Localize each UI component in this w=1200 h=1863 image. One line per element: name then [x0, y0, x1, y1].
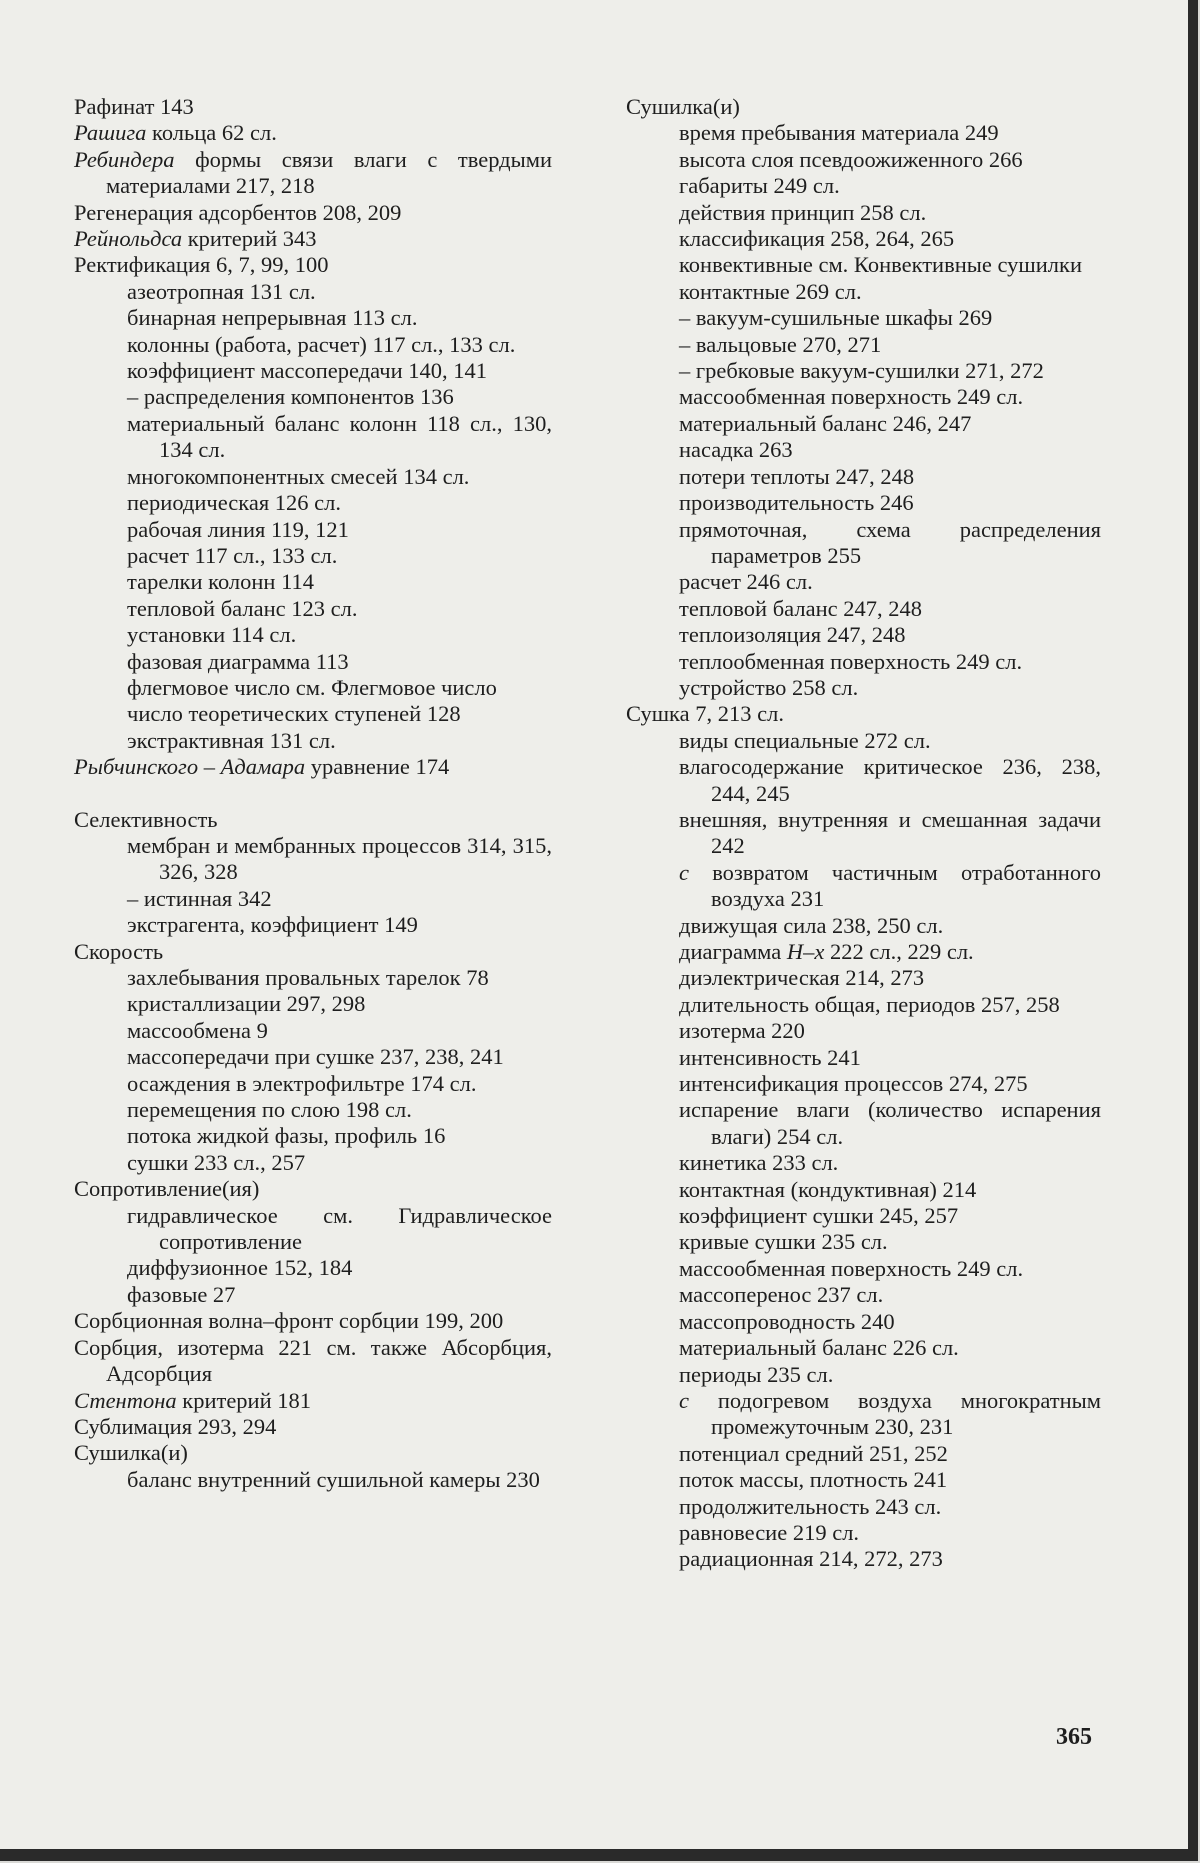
index-entry [74, 147, 552, 200]
entry-text: – истинная 342 [127, 885, 272, 911]
index-entry [74, 252, 552, 278]
index-subentry [74, 596, 552, 622]
entry-text: теплоизоляция 247, 248 [679, 622, 906, 648]
entry-text: тарелки колонн 114 [127, 569, 314, 595]
index-entry [74, 754, 552, 780]
entry-text: осаждения в электрофильтре 174 сл. [127, 1070, 477, 1096]
entry-text: Сорбционная волна–фронт сорбции 199, 200 [74, 1308, 504, 1334]
entry-text: материальный баланс 246, 247 [679, 410, 972, 436]
index-subentry [74, 1203, 552, 1256]
entry-text: влагосодержание критическое 236, 238, 244, 245 [679, 754, 1101, 806]
entry-text: производительность 246 [679, 490, 914, 516]
index-subentry [626, 1520, 1101, 1546]
entry-text: многокомпонентных смесей 134 сл. [127, 463, 470, 489]
entry-text: интенсификация процессов 274, 275 [679, 1071, 1028, 1097]
index-subentry [74, 622, 552, 648]
index-subentry [74, 332, 552, 358]
index-subentry [626, 1467, 1101, 1493]
index-entry [74, 807, 552, 833]
entry-text: кристаллизации 297, 298 [127, 991, 366, 1017]
entry-text: теплообменная поверхность 249 сл. [679, 648, 1023, 674]
index-subentry [626, 596, 1101, 622]
entry-italic-term: H–x [786, 939, 825, 964]
entry-text: высота слоя псевдоожиженного 266 [679, 146, 1023, 172]
index-subentry [626, 411, 1101, 437]
index-subentry [626, 569, 1101, 595]
index-subentry [74, 1467, 552, 1493]
index-subentry [626, 1335, 1101, 1361]
entry-text: – гребковые вакуум-сушилки 271, 272 [679, 358, 1044, 384]
index-subentry [626, 913, 1101, 939]
index-subentry [626, 1441, 1101, 1467]
index-subentry [74, 991, 552, 1017]
entry-text: диэлектрическая 214, 273 [679, 965, 925, 991]
index-subentry [74, 411, 552, 464]
entry-text: габариты 249 сл. [679, 173, 840, 199]
index-subentry [626, 358, 1101, 384]
index-subentry [626, 173, 1101, 199]
entry-text: массообмена 9 [127, 1017, 268, 1043]
index-subentry [626, 1362, 1101, 1388]
index-subentry [626, 1071, 1101, 1097]
index-subentry [626, 728, 1101, 754]
index-subentry [74, 1282, 552, 1308]
index-subentry [626, 649, 1101, 675]
entry-text: гидравлическое см. Гидравлическое сопротивление [127, 1202, 552, 1255]
index-subentry [626, 675, 1101, 701]
index-subentry [74, 912, 552, 938]
index-entry [74, 226, 552, 252]
entry-text: тепловой баланс 123 сл. [127, 595, 358, 621]
index-entry [74, 120, 552, 146]
entry-text: – вальцовые 270, 271 [679, 331, 882, 357]
index-entry [74, 939, 552, 965]
index-subentry [626, 490, 1101, 516]
entry-text: азеотропная 131 сл. [127, 278, 316, 304]
entry-text: коэффициент массопередачи 140, 141 [127, 358, 487, 384]
index-subentry [74, 886, 552, 912]
index-subentry [626, 807, 1101, 860]
index-subentry [626, 992, 1101, 1018]
index-subentry [626, 860, 1101, 913]
entry-text: насадка 263 [679, 437, 793, 463]
index-subentry [626, 1150, 1101, 1176]
index-subentry [626, 305, 1101, 331]
entry-italic-term: Ребиндера [74, 146, 175, 172]
index-subentry [626, 120, 1101, 146]
index-subentry [626, 939, 1101, 965]
entry-text: Сублимация 293, 294 [74, 1413, 277, 1439]
entry-text: 222 сл., 229 сл. [824, 939, 974, 964]
index-subentry [74, 1150, 552, 1176]
entry-text: внешняя, внутренняя и смешанная задачи 242 [679, 806, 1101, 859]
index-subentry [626, 622, 1101, 648]
entry-text: равновесие 219 сл. [679, 1519, 860, 1545]
entry-text: материальный баланс 226 сл. [679, 1335, 959, 1361]
entry-text: движущая сила 238, 250 сл. [679, 912, 944, 938]
entry-text: длительность общая, периодов 257, 258 [679, 991, 1060, 1017]
index-entry [74, 1308, 552, 1334]
entry-text: время пребывания материала 249 [679, 120, 999, 146]
index-subentry [626, 754, 1101, 807]
entry-text: захлебывания провальных тарелок 78 [127, 965, 489, 990]
index-subentry [74, 1018, 552, 1044]
entry-text: возвратом частичным отработанного воздуха 231 [689, 859, 1101, 912]
index-subentry [74, 1255, 552, 1281]
entry-text: Сушилка(и) [626, 94, 740, 119]
entry-text: изотерма 220 [679, 1018, 805, 1044]
entry-text: Сушка 7, 213 сл. [626, 701, 784, 727]
entry-italic-term: Рыбчинского – Адамара [74, 754, 306, 780]
entry-text: Скорость [74, 938, 164, 964]
entry-text: материальный баланс колонн 118 сл., 130, 134 сл. [127, 410, 552, 463]
index-subentry [626, 437, 1101, 463]
entry-text: бинарная непрерывная 113 сл. [127, 305, 418, 331]
entry-text: фазовые 27 [127, 1281, 236, 1307]
entry-text: диффузионное 152, 184 [127, 1255, 353, 1281]
index-subentry [626, 200, 1101, 226]
entry-text: прямоточная, схема распределения параметров 255 [679, 516, 1101, 568]
entry-text: Ректификация 6, 7, 99, 100 [74, 252, 329, 278]
index-subentry [74, 1097, 552, 1123]
index-entry [626, 701, 1101, 727]
entry-text: баланс внутренний сушильной камеры 230 [127, 1466, 540, 1492]
entry-text: потенциал средний 251, 252 [679, 1440, 948, 1466]
index-subentry [74, 833, 552, 886]
entry-text: коэффициент сушки 245, 257 [679, 1203, 959, 1229]
entry-text: подогревом воздуха многократным промежуточным 230, 231 [689, 1387, 1101, 1440]
index-entry [74, 1414, 552, 1440]
entry-text: колонны (работа, расчет) 117 сл., 133 сл. [127, 331, 516, 357]
entry-text: сушки 233 сл., 257 [127, 1149, 306, 1175]
entry-text: интенсивность 241 [679, 1044, 861, 1070]
entry-text: устройство 258 сл. [679, 674, 859, 700]
index-subentry [626, 1177, 1101, 1203]
index-entry [74, 1388, 552, 1414]
index-subentry [626, 226, 1101, 252]
entry-text: действия принцип 258 сл. [679, 199, 927, 225]
entry-text: расчет 117 сл., 133 сл. [127, 542, 338, 568]
index-subentry [626, 252, 1101, 278]
entry-text: экстрактивная 131 сл. [127, 727, 336, 753]
entry-text: мембран и мембранных процессов 314, 315, 326, 328 [127, 832, 552, 885]
index-entry [74, 1176, 552, 1202]
index-subentry [74, 1044, 552, 1070]
index-subentry [626, 1494, 1101, 1520]
entry-text: кинетика 233 сл. [679, 1150, 839, 1176]
entry-text: массопередачи при сушке 237, 238, 241 [127, 1044, 504, 1070]
index-subentry [74, 965, 552, 991]
entry-text: рабочая линия 119, 121 [127, 516, 349, 542]
entry-text: тепловой баланс 247, 248 [679, 595, 922, 621]
entry-text: массообменная поверхность 249 сл. [679, 384, 1024, 410]
index-subentry [626, 1388, 1101, 1441]
index-subentry [626, 384, 1101, 410]
entry-text: фазовая диаграмма 113 [127, 648, 349, 674]
entry-text: Сорбция, изотерма 221 см. также Абсорбция, Адсорбция [74, 1334, 552, 1387]
index-subentry [626, 1203, 1101, 1229]
entry-text: Селективность [74, 806, 218, 832]
index-subentry [74, 728, 552, 754]
index-subentry [626, 1282, 1101, 1308]
index-subentry [74, 358, 552, 384]
index-entry [74, 1335, 552, 1388]
entry-text: конвективные см. Конвективные сушилки [679, 252, 1083, 278]
entry-text: кольца 62 сл. [146, 120, 277, 146]
index-entry [74, 1440, 552, 1466]
entry-text: – вакуум-сушильные шкафы 269 [679, 305, 993, 331]
index-subentry [74, 305, 552, 331]
index-subentry [626, 1045, 1101, 1071]
entry-text: Сушилка(и) [74, 1440, 188, 1466]
entry-text: установки 114 сл. [127, 622, 297, 648]
index-subentry [626, 332, 1101, 358]
index-subentry [626, 1309, 1101, 1335]
index-subentry [626, 1097, 1101, 1150]
entry-italic-term: Рашига [74, 120, 147, 146]
index-subentry [74, 464, 552, 490]
entry-text: Регенерация адсорбентов 208, 209 [74, 199, 402, 225]
entry-text: массоперенос 237 сл. [679, 1282, 884, 1308]
index-subentry [626, 517, 1101, 570]
entry-text: Сопротивление(ия) [74, 1176, 260, 1202]
entry-text: продолжительность 243 сл. [679, 1493, 942, 1519]
index-subentry [626, 1229, 1101, 1255]
entry-text: Рафинат 143 [74, 94, 194, 119]
entry-text: поток массы, плотность 241 [679, 1467, 948, 1493]
index-subentry [626, 1018, 1101, 1044]
entry-text: радиационная 214, 272, 273 [679, 1546, 943, 1572]
entry-text: критерий 181 [176, 1387, 312, 1413]
index-subentry [74, 279, 552, 305]
entry-italic-term: Рейнольдса [74, 226, 183, 252]
entry-text: потери теплоты 247, 248 [679, 463, 915, 489]
index-subentry [74, 569, 552, 595]
index-entry [626, 94, 1101, 120]
entry-text: – распределения компонентов 136 [127, 384, 454, 410]
index-subentry [74, 517, 552, 543]
index-column-right [626, 94, 1101, 1573]
entry-text: флегмовое число см. Флегмовое число [127, 674, 497, 700]
index-subentry [74, 675, 552, 701]
entry-text: число теоретических ступеней 128 [127, 701, 461, 727]
entry-text: кривые сушки 235 сл. [679, 1229, 888, 1255]
page-number: 365 [1056, 1724, 1092, 1750]
entry-text: массопроводность 240 [679, 1308, 895, 1334]
entry-italic-term: Стентона [74, 1387, 177, 1413]
entry-text: экстрагента, коэффициент 149 [127, 912, 418, 938]
index-subentry [626, 965, 1101, 991]
index-subentry [626, 279, 1101, 305]
index-subentry [74, 701, 552, 727]
entry-text: контактная (кондуктивная) 214 [679, 1176, 977, 1202]
entry-prefix: диаграмма [679, 939, 787, 964]
index-subentry [74, 490, 552, 516]
index-column-left [74, 94, 552, 1493]
entry-text: классификация 258, 264, 265 [679, 226, 955, 252]
index-subentry [626, 147, 1101, 173]
index-subentry [74, 1123, 552, 1149]
index-subentry [74, 543, 552, 569]
entry-text: периоды 235 сл. [679, 1361, 834, 1387]
entry-text: массообменная поверхность 249 сл. [679, 1255, 1024, 1281]
entry-italic-term: с [679, 1387, 689, 1413]
entry-text: перемещения по слою 198 сл. [127, 1097, 412, 1123]
index-subentry [626, 1546, 1101, 1572]
entry-text: виды специальные 272 сл. [679, 727, 931, 753]
entry-text: расчет 246 сл. [679, 569, 813, 595]
entry-text: контактные 269 сл. [679, 278, 862, 304]
entry-text: формы связи влаги с твердыми материалами 217, 218 [106, 146, 552, 199]
entry-italic-term: с [679, 859, 689, 885]
index-subentry [74, 1071, 552, 1097]
entry-text: испарение влаги (количество испарения влаги) 254 сл. [679, 1097, 1101, 1149]
index-subentry [74, 384, 552, 410]
entry-text: периодическая 126 сл. [127, 490, 342, 516]
entry-text: критерий 343 [182, 226, 317, 252]
index-entry [74, 94, 552, 120]
entry-text: потока жидкой фазы, профиль 16 [127, 1123, 446, 1149]
index-subentry [626, 464, 1101, 490]
index-subentry [626, 1256, 1101, 1282]
index-entry [74, 200, 552, 226]
entry-text: уравнение 174 [305, 754, 450, 780]
index-subentry [74, 649, 552, 675]
